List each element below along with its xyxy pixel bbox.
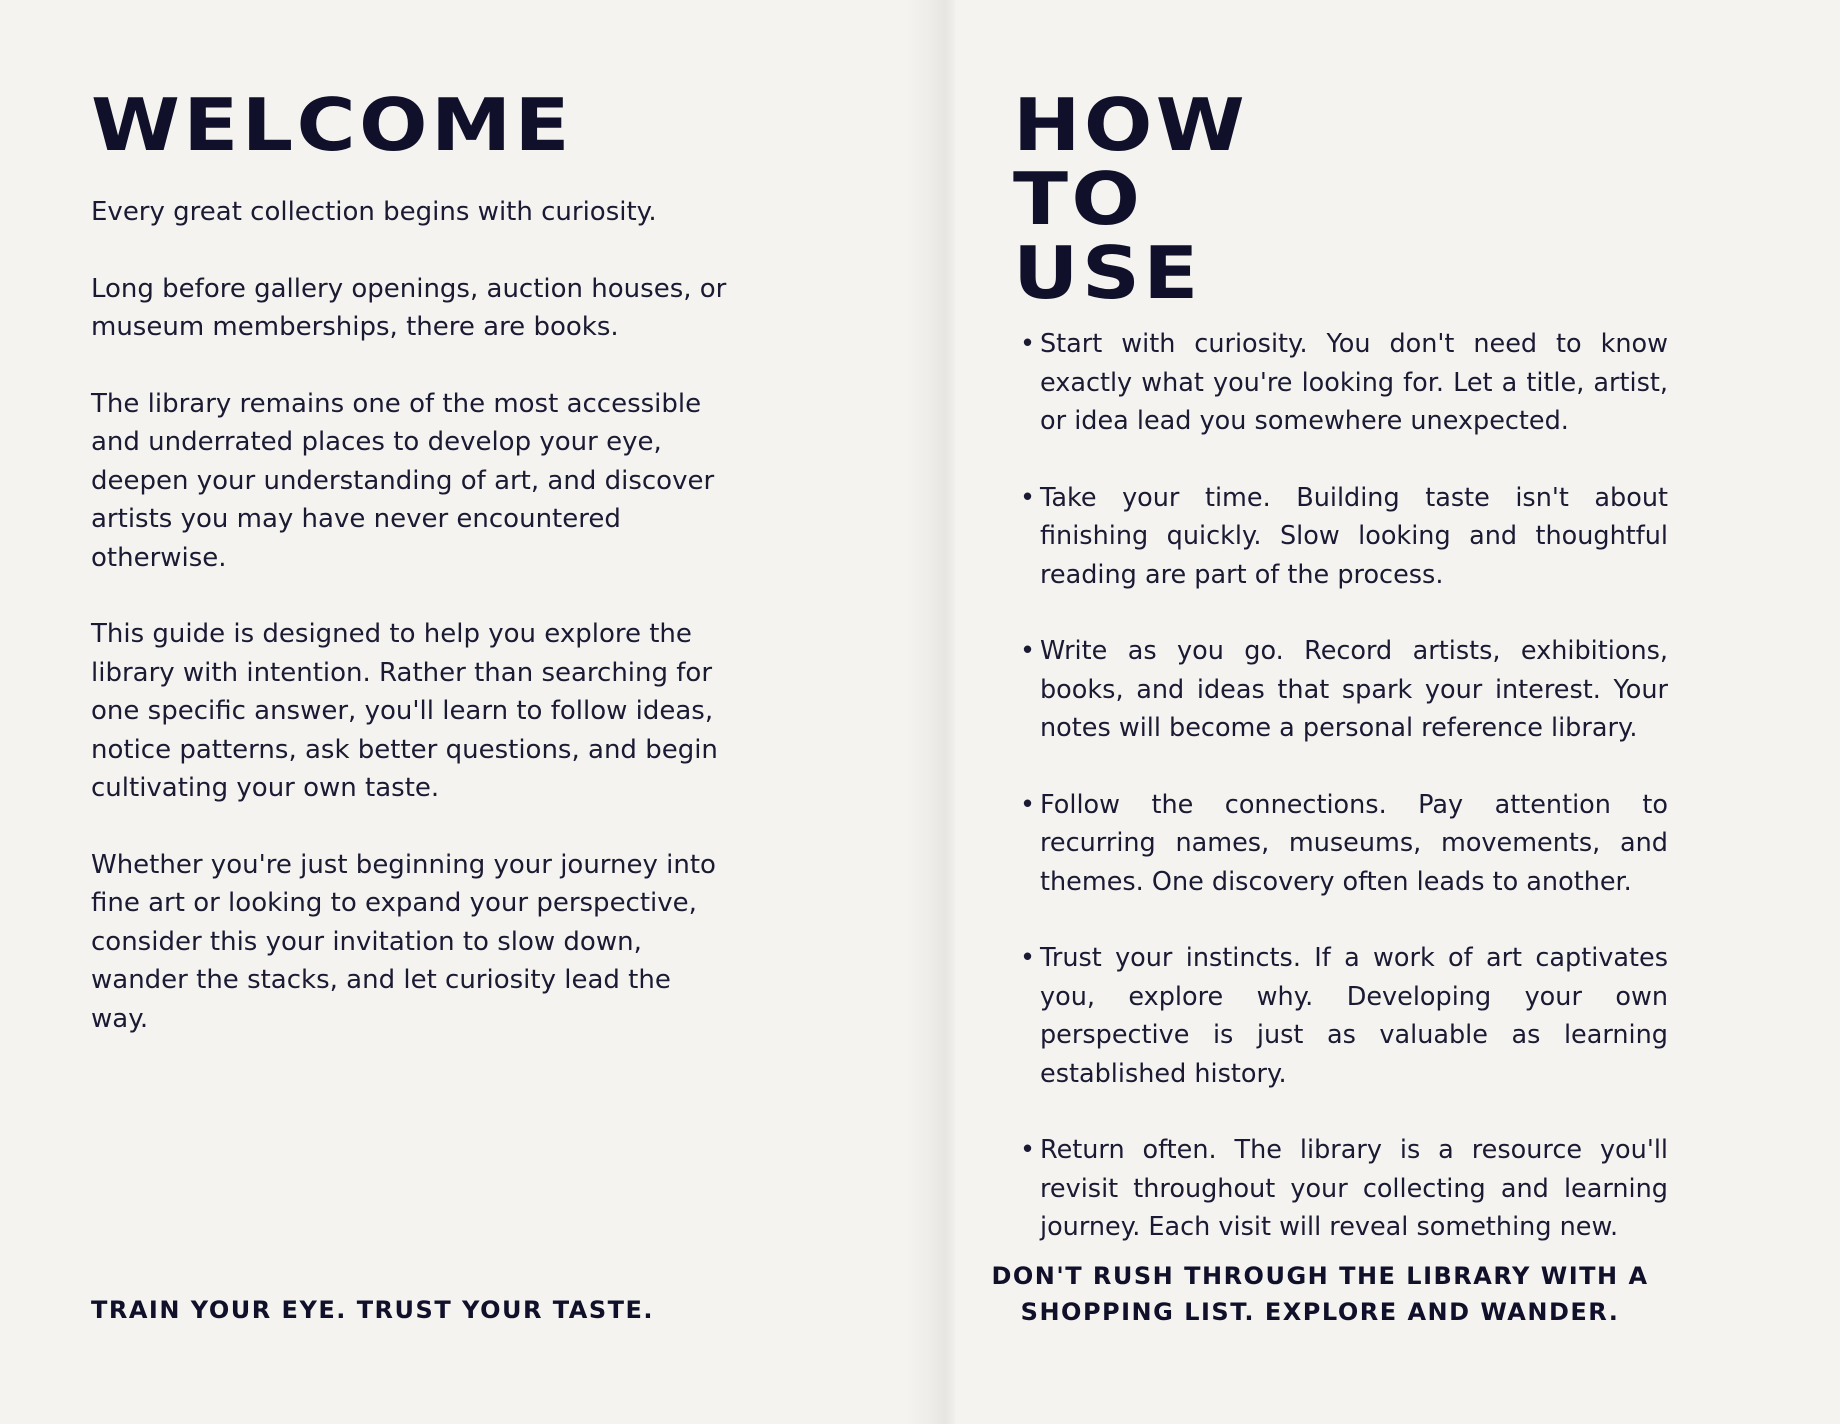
how-to-use-page (920, 0, 1840, 1424)
welcome-tagline: TRAIN YOUR EYE. TRUST YOUR TASTE. (91, 1296, 655, 1324)
tip-item (1020, 325, 1668, 441)
tagline-line: DON'T RUSH THROUGH THE LIBRARY WITH A (991, 1262, 1649, 1290)
tip-text: Start with curiosity. You don't need to know exactly what you're looking for. Let a title, artist, or idea lead you somewhere unexpected. (1040, 329, 1668, 436)
intro-paragraph: Every great collection begins with curiosity. (91, 197, 657, 227)
tip-text: Write as you go. Record artists, exhibitions, books, and ideas that spark your interest. Your notes will become a personal reference library. (1040, 636, 1668, 743)
tip-item (1020, 939, 1668, 1093)
tip-item (1020, 479, 1668, 595)
tip-item (1020, 632, 1668, 748)
intro-paragraph: The library remains one of the most accessible and underrated places to develop your eye, deepen your understanding of art, and discover artists you may have never encountered otherwise. (91, 388, 715, 573)
tip-item (1020, 786, 1668, 902)
tip-text: Trust your instincts. If a work of art captivates you, explore why. Developing your own perspective is just as valuable as learning established history. (1040, 943, 1668, 1089)
intro-paragraph: This guide is designed to help you explore the library with intention. Rather than searching for one specific answer, you'll learn to follow ideas, notice patterns, ask better questions, and begin cultivating your own taste. (91, 619, 718, 803)
tips-list (1020, 325, 1668, 1285)
tagline-line: SHOPPING LIST. EXPLORE AND WANDER. (1020, 1298, 1620, 1326)
welcome-intro (91, 193, 731, 1076)
how-to-use-heading (1013, 83, 1304, 315)
bullet-icon: • (1020, 943, 1036, 973)
heading-line: HOW (1013, 83, 1249, 167)
intro-paragraph: Long before gallery openings, auction houses, or museum memberships, there are books. (91, 273, 727, 342)
how-to-use-tagline (970, 1258, 1670, 1330)
bullet-icon: • (1020, 789, 1036, 820)
bullet-icon: • (1020, 329, 1036, 359)
bullet-icon: • (1020, 636, 1036, 666)
tip-text: Return often. The library is a resource you'll revisit throughout your collecting and learning journey. Each visit will reveal something new. (1040, 1135, 1668, 1242)
heading-line: USE (1013, 231, 1202, 315)
tip-text: Take your time. Building taste isn't about finishing quickly. Slow looking and thoughtful reading are part of the process. (1040, 482, 1668, 590)
intro-paragraph: Whether you're just beginning your journey into fine art or looking to expand your perspective, consider this your invitation to slow down, wander the stacks, and let curiosity lead the way. (91, 849, 716, 1034)
bullet-icon: • (1020, 1135, 1036, 1165)
tip-item (1020, 1131, 1668, 1247)
welcome-heading: WELCOME (91, 83, 574, 167)
bullet-icon: • (1020, 482, 1036, 513)
heading-line: TO (1013, 157, 1144, 241)
tip-text: Follow the connections. Pay attention to recurring names, museums, movements, and themes. One discovery often leads to another. (1040, 789, 1668, 897)
